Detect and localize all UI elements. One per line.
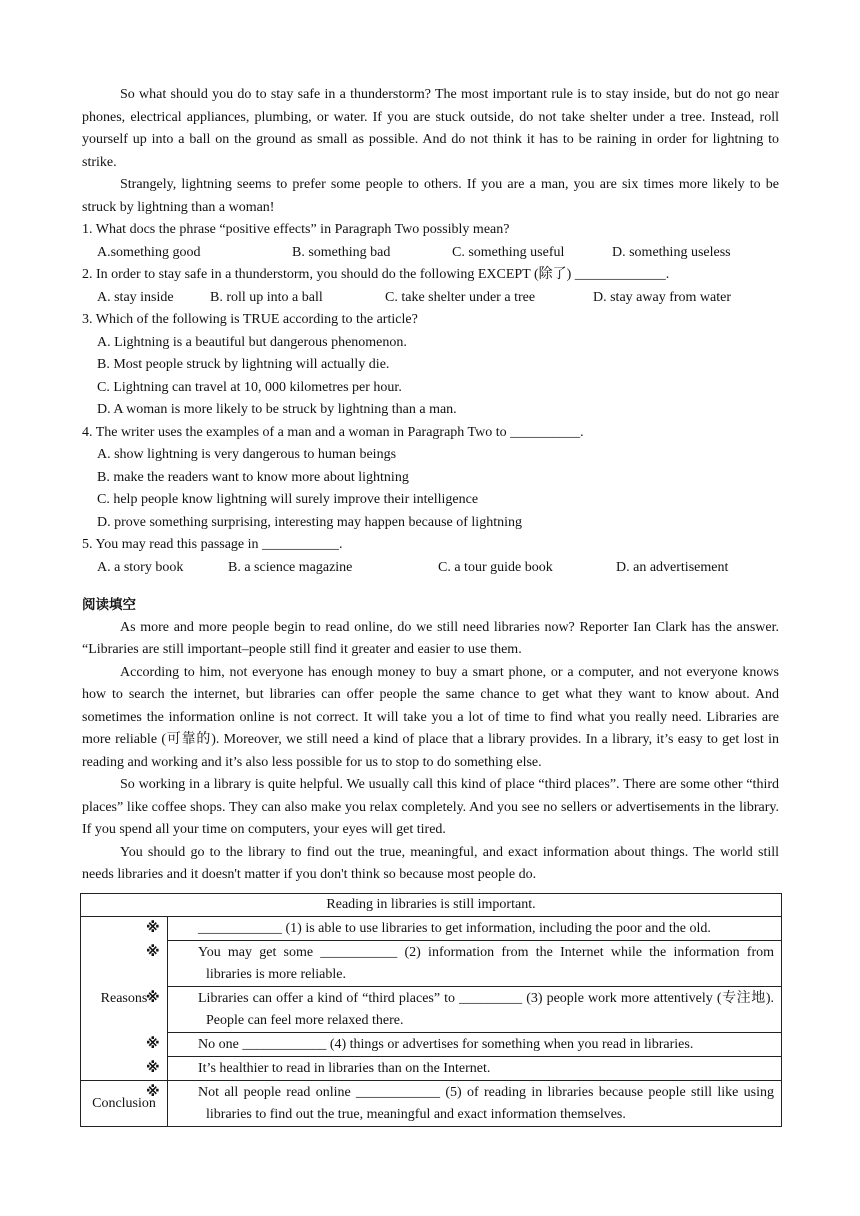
passage-paragraph: According to him, not everyone has enough money to buy a smart phone, or a computer, and not everyone knows how to search the internet, but libraries can offer people the same chance to get what they want to know about. And sometimes the information online is not correct. It will take you a lot of time to find what you really need. Libraries are more reliable (可靠的). Moreover, we still need a kind of place that a library provides. In a library, it’s easy to get lost in reading and working and it’s also less possible for us to stop to do something else. <box>82 664 779 770</box>
question-options <box>82 287 779 310</box>
question-5 <box>82 534 779 579</box>
option-a: A. show lightning is very dangerous to human beings <box>97 447 397 462</box>
reference-mark: ※ <box>146 1060 160 1076</box>
reference-mark: ※ <box>146 1036 160 1052</box>
question-1 <box>82 219 779 264</box>
reference-mark: ※ <box>146 1084 160 1100</box>
question-stem: 5. You may read this passage in ___________. <box>82 537 343 552</box>
question-stem: 1. What docs the phrase “positive effects” in Paragraph Two possibly mean? <box>82 222 510 237</box>
passage-paragraph: As more and more people begin to read online, do we still need libraries now? Reporter Ian Clark has the answer. “Libraries are still important–people still find it greater and easier to use them. <box>82 619 779 657</box>
option-c: C. help people know lightning will surely improve their intelligence <box>97 492 479 507</box>
reason-text: ____________ (1) is able to use libraries to get information, including the poor and the old. <box>198 921 711 936</box>
question-3 <box>82 309 779 422</box>
conclusion-label: Conclusion <box>81 1081 168 1127</box>
passage-paragraph: So what should you do to stay safe in a thunderstorm? The most important rule is to stay inside, but do not go near phones, electrical appliances, plumbing, or water. If you are stuck outside, do not take shelter under a tree. Instead, roll yourself up into a ball on the ground as small as possible. And do not think it has to be raining in order for lightning to strike. <box>82 87 779 170</box>
option-b: B. make the readers want to know more about lightning <box>97 469 409 485</box>
table-row <box>146 987 782 1033</box>
option-b: B. roll up into a ball <box>210 289 323 305</box>
question-stem: 4. The writer uses the examples of a man and a woman in Paragraph Two to __________. <box>82 424 584 440</box>
conclusion-text: Not all people read online ____________ (5) of reading in libraries because people still like using libraries to find out the true, meaningful and exact information themselves. <box>198 1085 774 1122</box>
option-d: D. A woman is more likely to be struck by lightning than a man. <box>97 402 457 417</box>
option-c: C. take shelter under a tree <box>385 289 536 305</box>
reasons-label: Reasons <box>81 917 168 1081</box>
option-a: A. a story book <box>97 559 184 575</box>
option-d: D. stay away from water <box>593 289 732 305</box>
reference-mark: ※ <box>146 990 160 1006</box>
reference-mark: ※ <box>146 944 160 960</box>
option-b: B. Most people struck by lightning will actually die. <box>97 357 390 372</box>
table-row <box>146 1057 782 1081</box>
reason-text: You may get some ___________ (2) information from the Internet while the information from libraries is more reliable. <box>198 945 774 982</box>
document-page <box>82 84 779 887</box>
table-row <box>146 1033 782 1057</box>
option-d: D. an advertisement <box>616 559 729 575</box>
reason-text: It’s healthier to read in libraries than on the Internet. <box>198 1061 491 1076</box>
option-a: A.something good <box>97 244 201 260</box>
summary-table <box>80 893 782 1127</box>
question-4 <box>82 422 779 535</box>
table-header: Reading in libraries is still important. <box>81 894 782 917</box>
reason-text: Libraries can offer a kind of “third places” to _________ (3) people work more attentively (专注地). People can feel more relaxed there. <box>198 991 774 1028</box>
option-b: B. a science magazine <box>228 559 353 575</box>
section-title: 阅读填空 <box>82 597 136 613</box>
question-stem: 2. In order to stay safe in a thunderstorm, you should do the following EXCEPT (除了) _____________. <box>82 267 670 282</box>
option-d: D. something useless <box>612 244 731 260</box>
option-a: A. stay inside <box>97 289 174 305</box>
option-a: A. Lightning is a beautiful but dangerous phenomenon. <box>97 334 407 350</box>
option-d: D. prove something surprising, interesting may happen because of lightning <box>97 514 522 530</box>
table-row <box>146 1081 782 1127</box>
option-c: C. Lightning can travel at 10, 000 kilometres per hour. <box>97 379 402 395</box>
reference-mark: ※ <box>146 920 160 936</box>
table-row <box>146 917 782 941</box>
question-2 <box>82 264 779 309</box>
passage-paragraph: You should go to the library to find out the true, meaningful, and exact information about things. The world still needs libraries and it doesn't matter if you don't think so because most people do. <box>82 844 779 882</box>
passage-paragraph: Strangely, lightning seems to prefer some people to others. If you are a man, you are six times more likely to be struck by lightning than a woman! <box>82 177 779 215</box>
question-stem: 3. Which of the following is TRUE according to the article? <box>82 312 418 327</box>
option-b: B. something bad <box>292 244 391 260</box>
table-row <box>146 941 782 987</box>
reason-text: No one ____________ (4) things or advertises for something when you read in libraries. <box>198 1037 694 1052</box>
question-options <box>82 242 779 265</box>
passage-paragraph: So working in a library is quite helpful. We usually call this kind of place “third places”. There are some other “third places” like coffee shops. They can also make you relax completely. And you see no sellers or advertisements in the library. If you spend all your time on computers, your eyes will get tired. <box>82 777 779 837</box>
question-options <box>82 557 779 580</box>
option-c: C. something useful <box>452 244 565 260</box>
option-c: C. a tour guide book <box>438 559 553 575</box>
